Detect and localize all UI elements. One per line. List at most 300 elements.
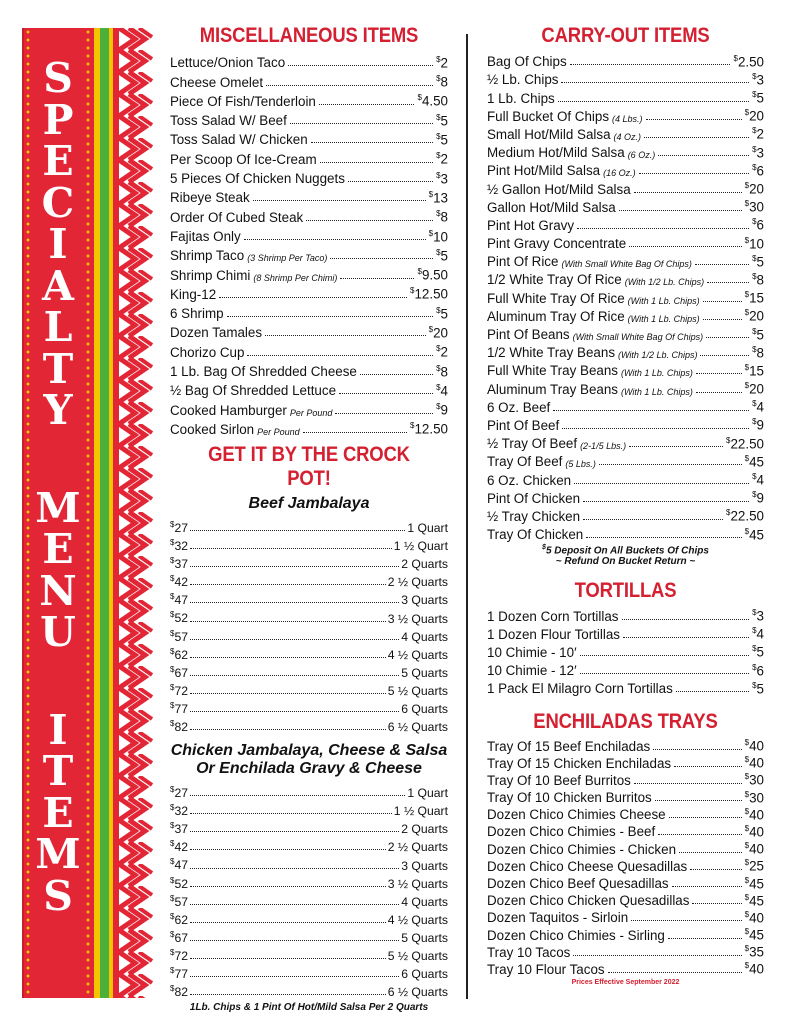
dot-leader [244, 239, 426, 240]
banner-letter: I [48, 220, 68, 268]
menu-item-note: (With Small White Bag Of Chips) [572, 332, 704, 342]
menu-item-name: Dozen Chico Cheese Quesadillas [487, 858, 688, 874]
crock-price: $27 [170, 519, 189, 536]
dot-leader [706, 337, 749, 338]
crock-row [170, 836, 448, 854]
menu-item-price: $40 [744, 909, 764, 926]
deposit-note-text: 5 Deposit On All Buckets Of Chips [545, 545, 709, 557]
menu-item-row [487, 397, 764, 415]
price-value: 8 [440, 364, 448, 380]
crock-row [170, 873, 448, 891]
price-value: 77 [174, 967, 189, 982]
dot-leader [190, 675, 399, 676]
menu-item-row [170, 263, 448, 282]
dot-leader [190, 831, 399, 832]
menu-item-name: Full Bucket Of Chips [487, 108, 610, 124]
menu-item-row [487, 233, 764, 251]
menu-item-price: $30 [744, 772, 764, 788]
dot-leader [190, 602, 399, 603]
menu-item-note: (16 Oz.) [603, 168, 636, 179]
dot-leader [644, 137, 749, 138]
banner-green-stripe [100, 28, 109, 998]
dot-leader [219, 297, 407, 298]
dot-leader [700, 355, 749, 356]
dot-leader [646, 119, 742, 120]
dot-leader [634, 192, 742, 193]
crock-price: $77 [170, 700, 189, 716]
menu-item-price: $8 [436, 74, 448, 90]
price-value: 5 [440, 248, 448, 264]
menu-item-name: 1 Dozen Corn Tortillas [487, 608, 619, 624]
menu-item-note: (With 1 Lb. Chips) [620, 368, 693, 379]
price-value: 30 [749, 199, 764, 215]
menu-item-note: (8 Shrimp Per Chimi) [253, 272, 338, 283]
dot-leader [658, 834, 741, 835]
crock-row [170, 963, 448, 981]
crock-footnote: 1Lb. Chips & 1 Pint Of Hot/Mild Salsa Per 2 Quarts [189, 1002, 429, 1014]
dot-leader [190, 657, 386, 658]
crock-row [170, 571, 448, 589]
price-value: 45 [749, 527, 764, 543]
price-value: 3 [756, 608, 764, 624]
price-value: 8 [440, 209, 448, 225]
menu-item-name: Chorizo Cup [170, 344, 245, 360]
menu-item-name: ½ Tray Of Beef [487, 436, 578, 452]
price-value: 67 [174, 665, 189, 680]
price-value: 8 [440, 74, 448, 90]
price-value: 2.50 [737, 54, 764, 70]
menu-item-name: Cooked Hamburger [170, 402, 287, 418]
menu-item-price: $4.50 [417, 93, 448, 109]
crock-price: $67 [170, 664, 189, 680]
menu-item-price: $4 [752, 626, 764, 642]
menu-item-row [487, 51, 764, 69]
beef-jambalaya-title: Beef Jambalaya [248, 494, 370, 512]
dot-leader [599, 464, 742, 465]
price-value: 5 [756, 327, 764, 342]
menu-item-name: Aluminum Tray Beans [487, 381, 618, 397]
crock-price: $52 [170, 610, 189, 626]
price-value: 62 [174, 912, 189, 927]
menu-item-price: $20 [744, 181, 764, 197]
menu-item-row [487, 857, 764, 874]
beef-jambalaya-list [170, 517, 448, 734]
menu-item-row [170, 398, 448, 417]
dot-leader [674, 766, 742, 767]
price-value: 30 [749, 790, 764, 806]
dot-leader [190, 729, 386, 730]
price-value: 25 [749, 858, 764, 874]
dot-leader [562, 428, 749, 429]
crock-size: 5 ½ Quarts [387, 683, 448, 698]
price-value: 40 [749, 910, 764, 926]
price-value: 22.50 [730, 508, 764, 524]
menu-item-row [487, 788, 764, 805]
dot-leader [573, 955, 741, 956]
price-value: 20 [749, 308, 764, 324]
menu-item-row [487, 324, 764, 342]
menu-item-price: $45 [744, 892, 764, 909]
chicken-jambalaya-subtitle: Or Enchilada Gravy & Cheese [196, 760, 422, 778]
menu-item-price: $9 [436, 402, 448, 418]
menu-item-note: (4 Lbs.) [612, 113, 643, 124]
menu-item-name: Dozen Chico Chicken Quesadillas [487, 893, 690, 909]
crock-price: $42 [170, 839, 189, 855]
menu-item-name: Dozen Chico Chimies - Sirling [487, 927, 665, 943]
price-value: 5 [756, 90, 764, 106]
crock-size: 4 ½ Quarts [387, 912, 448, 927]
price-value: 22.50 [730, 436, 764, 452]
menu-item-row [170, 147, 448, 166]
prices-effective: Prices Effective September 2022 [571, 978, 680, 986]
menu-item-row [487, 822, 764, 839]
menu-item-row [487, 771, 764, 788]
menu-item-price: $40 [744, 755, 764, 771]
tortillas-list [487, 605, 764, 696]
price-value: 40 [749, 807, 764, 823]
menu-item-price: $20 [744, 108, 764, 124]
dot-leader [583, 501, 749, 502]
menu-item-row [487, 754, 764, 771]
menu-item-price: $20 [428, 324, 448, 341]
crock-row [170, 698, 448, 716]
misc-heading: MISCELLANEOUS ITEMS [199, 24, 419, 47]
price-value: 8 [756, 345, 764, 361]
dot-leader [303, 432, 407, 433]
menu-item-row [170, 167, 448, 186]
price-value: 30 [749, 772, 764, 788]
crock-row [170, 891, 448, 909]
banner-letter: M [35, 483, 81, 532]
menu-item-price: $3 [752, 608, 764, 624]
price-value: 15 [749, 290, 764, 306]
menu-item-price: $40 [744, 841, 764, 857]
banner-letter: T [42, 747, 74, 795]
menu-item-name: Dozen Taquitos - Sirloin [487, 910, 629, 926]
price-value: 5 [440, 113, 448, 129]
menu-item-name: Dozen Chico Chimies - Beef [487, 824, 656, 840]
crock-size: 6 ½ Quarts [387, 720, 448, 735]
crock-row [170, 945, 448, 963]
menu-item-row [487, 839, 764, 856]
price-value: 45 [749, 927, 764, 943]
crock-size: 2 Quarts [401, 822, 448, 837]
crock-row [170, 818, 448, 836]
price-value: 42 [174, 575, 189, 590]
crock-price: $77 [170, 966, 189, 982]
banner-vertical-text [22, 54, 94, 920]
dot-leader [227, 316, 434, 317]
dot-leader [190, 940, 399, 941]
menu-item-price: $3 [752, 144, 764, 161]
banner-letter: E [42, 525, 74, 573]
right-column [487, 24, 764, 986]
price-value: 40 [749, 961, 764, 977]
price-value: 9 [756, 490, 764, 506]
dot-leader [703, 301, 742, 302]
menu-item-row [487, 943, 764, 960]
menu-item-price: $6 [752, 662, 764, 679]
menu-item-price: $9.50 [417, 267, 448, 283]
menu-item-name: Tray Of Chicken [487, 527, 584, 543]
menu-item-row [487, 960, 764, 977]
banner-letter: E [42, 137, 74, 185]
menu-item-price: $30 [744, 199, 764, 215]
menu-item-price: $45 [744, 927, 764, 943]
menu-item-price: $2 [752, 126, 764, 142]
dot-leader [690, 869, 741, 870]
price-value: 67 [174, 930, 189, 945]
crock-size: 6 Quarts [401, 701, 448, 716]
menu-item-price: $20 [744, 381, 764, 397]
crock-size: 4 Quarts [401, 894, 448, 909]
price-value: 45 [749, 454, 764, 470]
price-value: 32 [174, 539, 189, 554]
dot-leader [190, 621, 386, 622]
menu-item-price: $2.50 [733, 53, 764, 70]
menu-item-price: $5 [752, 680, 764, 697]
banner-letter: I [48, 705, 68, 754]
crock-row [170, 662, 448, 680]
dot-leader [190, 795, 405, 796]
menu-item-price: $5 [436, 247, 448, 264]
menu-item-price: $22.50 [726, 435, 764, 452]
crock-size: 2 ½ Quarts [387, 575, 448, 590]
dot-leader [695, 264, 749, 265]
dot-leader [190, 976, 399, 977]
column-divider [466, 34, 468, 999]
menu-item-name: Tray Of 15 Beef Enchiladas [487, 738, 651, 754]
crock-size: 3 ½ Quarts [387, 876, 448, 891]
dot-leader [692, 903, 741, 904]
crock-size: 5 Quarts [401, 930, 448, 945]
dot-leader [190, 711, 399, 712]
menu-item-row [487, 433, 764, 451]
crock-size: 1 Quart [407, 521, 448, 536]
crock-size: 4 ½ Quarts [387, 647, 448, 662]
dot-leader [580, 655, 750, 656]
crock-price: $42 [170, 574, 189, 590]
dot-leader [339, 393, 433, 394]
menu-item-name: Pint Gravy Concentrate [487, 236, 627, 252]
menu-item-name: King-12 [170, 286, 217, 302]
menu-item-row [487, 306, 764, 324]
crock-price: $27 [170, 785, 189, 801]
menu-item-row [487, 908, 764, 925]
price-value: 4.50 [421, 93, 448, 109]
menu-item-row [487, 642, 764, 660]
menu-item-name: 1/2 White Tray Of Rice [487, 272, 622, 288]
price-value: 4 [756, 472, 764, 488]
dot-leader [253, 200, 426, 201]
menu-item-name: Tray 10 Flour Tacos [487, 961, 605, 977]
menu-item-row [170, 340, 448, 359]
menu-item-name: Aluminum Tray Of Rice [487, 308, 625, 324]
price-value: 3 [756, 72, 764, 88]
menu-item-row [487, 287, 764, 305]
crock-price: $32 [170, 803, 189, 819]
menu-item-row [487, 106, 764, 124]
menu-item-name: Pint Of Rice [487, 254, 559, 270]
price-value: 40 [749, 738, 764, 754]
menu-item-price: $45 [744, 875, 764, 892]
price-value: 9 [440, 402, 448, 418]
menu-item-price: $4 [752, 399, 764, 415]
price-value: 8 [756, 272, 764, 288]
menu-item-name: Pint Of Beans [487, 327, 570, 342]
crock-size: 5 ½ Quarts [387, 949, 448, 963]
tortillas-heading: TORTILLAS [574, 579, 677, 603]
menu-item-price: $2 [436, 54, 448, 71]
crock-row [170, 626, 448, 644]
menu-item-row [170, 51, 448, 70]
menu-item-price: $20 [744, 308, 764, 324]
menu-item-name: Tray Of 10 Chicken Burritos [487, 790, 652, 806]
menu-item-price: $9 [752, 490, 764, 506]
menu-item-name: Tray Of Beef [487, 454, 563, 470]
dot-leader [696, 373, 742, 374]
crock-price: $62 [170, 646, 189, 662]
price-value: 52 [174, 876, 189, 891]
menu-item-note: (4 Oz.) [613, 131, 642, 142]
crock-row [170, 517, 448, 535]
price-value: 47 [174, 858, 189, 873]
menu-item-name: Tray 10 Tacos [487, 944, 571, 960]
menu-item-row [487, 469, 764, 487]
menu-item-note: (5 Lbs.) [565, 459, 596, 470]
dot-leader [190, 693, 386, 694]
price-value: 72 [174, 683, 189, 698]
crock-size: 3 ½ Quarts [387, 611, 448, 626]
crock-size: 1 ½ Quart [393, 539, 448, 554]
menu-item-row [487, 251, 764, 269]
dot-leader [190, 958, 386, 959]
menu-item-price: $40 [744, 961, 764, 977]
price-value: 20 [749, 181, 764, 197]
menu-item-row [487, 805, 764, 822]
menu-item-price: $2 [436, 151, 448, 167]
price-value: 5 [756, 254, 764, 270]
crock-price: $82 [170, 984, 189, 1000]
price-value: 77 [174, 701, 189, 716]
dot-leader [653, 749, 741, 750]
price-value: 2 [756, 126, 764, 142]
dot-leader [561, 82, 749, 83]
price-value: 40 [749, 841, 764, 857]
menu-item-price: $5 [752, 253, 764, 270]
menu-item-name: Bag Of Chips [487, 54, 567, 70]
menu-item-price: $45 [744, 453, 764, 470]
menu-item-name: Dozen Tamales [170, 325, 263, 341]
menu-item-name: Tray Of 15 Chicken Enchiladas [487, 755, 672, 771]
menu-item-price: $10 [428, 228, 448, 244]
price-value: 13 [433, 190, 448, 206]
menu-item-name: Toss Salad W/ Beef [170, 113, 287, 129]
price-value: 6 [756, 217, 764, 233]
crock-price: $57 [170, 893, 189, 909]
banner-letter: A [42, 261, 74, 310]
menu-item-note: (6 Oz.) [627, 150, 656, 161]
crock-price: $67 [170, 929, 189, 945]
price-value: 20 [433, 325, 448, 341]
dot-leader [668, 938, 742, 939]
price-value: 5 [756, 644, 764, 660]
menu-item-name: Toss Salad W/ Chicken [170, 132, 308, 148]
price-value: 5 [440, 306, 448, 322]
menu-item-name: Cooked Sirlon [170, 421, 255, 437]
crock-price: $37 [170, 556, 189, 572]
menu-item-name: Pint Of Beef [487, 417, 560, 433]
banner-letter: S [43, 54, 73, 102]
price-value: 40 [749, 824, 764, 840]
price-value: 45 [749, 876, 764, 892]
menu-item-name: Pint Hot/Mild Salsa [487, 163, 601, 179]
carry-out-list [487, 51, 764, 542]
dot-leader [631, 920, 741, 921]
menu-item-row [487, 925, 764, 942]
carry-out-heading: CARRY-OUT ITEMS [541, 24, 710, 47]
menu-item-note: (2-1/5 Lbs.) [580, 441, 627, 452]
crock-size: 3 Quarts [401, 858, 448, 873]
price-value: 2 [440, 55, 448, 71]
menu-item-note: (With Small White Bag Of Chips) [561, 259, 692, 270]
menu-item-price: $25 [744, 858, 764, 874]
menu-item-row [170, 379, 448, 398]
dot-leader [290, 123, 433, 124]
menu-item-name: Per Scoop Of Ice-Cream [170, 151, 317, 167]
menu-item-name: Full White Tray Beans [487, 363, 618, 379]
dot-leader [696, 392, 742, 393]
menu-item-row [170, 321, 448, 340]
menu-item-price: $4 [436, 382, 448, 399]
menu-item-name: Piece Of Fish/Tenderloin [170, 93, 316, 109]
price-value: 57 [174, 629, 189, 644]
crock-row [170, 644, 448, 662]
price-value: 72 [174, 949, 189, 963]
menu-item-name: ½ Bag Of Shredded Lettuce [170, 383, 337, 399]
crock-price: $47 [170, 592, 189, 608]
enchiladas-heading: ENCHILADAS TRAYS [533, 710, 718, 734]
price-value: 27 [174, 521, 189, 536]
crock-size: 3 Quarts [401, 593, 448, 608]
menu-item-row [487, 342, 764, 360]
menu-item-row [170, 186, 448, 205]
dot-leader [629, 446, 723, 447]
menu-item-price: $13 [428, 189, 448, 206]
price-value: 20 [749, 381, 764, 397]
price-value: 35 [749, 944, 764, 960]
dot-leader [190, 566, 399, 567]
dot-leader [190, 813, 392, 814]
menu-item-row [170, 418, 448, 437]
menu-item-name: Dozen Chico Chimies - Chicken [487, 841, 677, 857]
menu-item-row [487, 415, 764, 433]
menu-item-row [487, 506, 764, 524]
menu-item-row [487, 197, 764, 215]
dot-leader [265, 335, 426, 336]
crock-size: 1 ½ Quart [393, 804, 448, 819]
chicken-jambalaya-title: Chicken Jambalaya, Cheese & Salsa [170, 742, 448, 760]
menu-item-price: $2 [436, 344, 448, 360]
menu-item-row [170, 244, 448, 263]
dot-leader [658, 155, 749, 156]
menu-item-row [487, 874, 764, 891]
menu-item-row [487, 378, 764, 396]
price-value: 82 [174, 985, 189, 1000]
crock-row [170, 716, 448, 734]
menu-item-price: $22.50 [726, 508, 764, 524]
crock-row [170, 927, 448, 945]
